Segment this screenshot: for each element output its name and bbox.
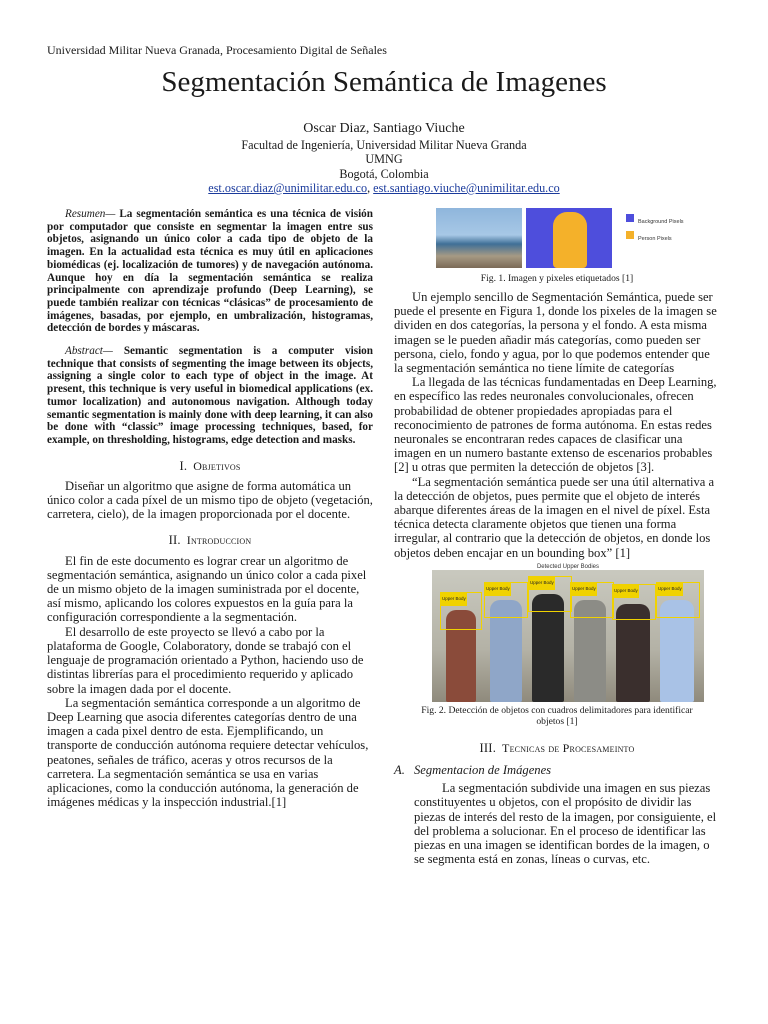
email-line bbox=[0, 181, 768, 195]
figure-1-caption: Fig. 1. Imagen y pixeles etiquetados [1] bbox=[480, 273, 634, 284]
email-link-2[interactable]: est.santiago.viuche@unimilitar.edu.co bbox=[373, 180, 560, 195]
abstract-spanish bbox=[47, 208, 373, 335]
section-heading-introduccion bbox=[47, 533, 373, 547]
right-paragraph-3: “La segmentación semántica puede ser una útil alternativa a la detección de objetos, pues permite que el objeto de interés abarque diferentes áreas de la imagen en el nivel de píxel. Esta técnica detecta claramente objetos que tienen una forma irregular, al contrario que la detección de objetos, en donde los objetos deben encajar en un bounding box” [1] bbox=[394, 474, 715, 560]
bounding-box-label: Upper Body bbox=[529, 576, 555, 590]
affiliation-block bbox=[0, 138, 768, 195]
subsection-label: A. bbox=[394, 763, 405, 778]
bounding-box bbox=[612, 584, 656, 620]
right-paragraph-1: Un ejemplo sencillo de Segmentación Semántica, puede ser puede el presente en Figura 1, donde los pixeles de la imagen se dividen en dos categorías, la persona y el fondo. A esta misma imagen se le pueden añadir más categorías, como pueden ser persona, cielo, fondo y agua, por lo que podemos entender que la segmentación semántica no tiene límite de categorías bbox=[394, 290, 717, 376]
bounding-box-label: Upper Body bbox=[657, 582, 683, 596]
bounding-box bbox=[570, 582, 614, 618]
abstract-english-text: Semantic segmentation is a computer vision technique that consists of segmenting the image between its objects, assigning a single color to each type of object in the image. At present, this technique is very useful in biomedical applications (ex. tumor localization) and autonomous navigation. Although today semantic segmentation is mainly done with deep learning, it can also be done with “classic” image processing techniques, based, for example, on thresholding, histograms, edge detection and masks. bbox=[47, 345, 373, 446]
bounding-box bbox=[440, 592, 482, 630]
figure-1-person-mask bbox=[553, 212, 587, 268]
figure-2-image bbox=[432, 563, 704, 702]
section-title: Tecnicas de Procesameinto bbox=[502, 740, 635, 755]
objetivos-paragraph: Diseñar un algoritmo que asigne de forma automática un único color a cada píxel de un mismo tipo de objeto (vegetación, carretera, cielo), de la imagen proporcionada por el docente. bbox=[47, 478, 373, 522]
abstract-spanish-lead: Resumen— bbox=[65, 208, 116, 220]
abstract-english bbox=[47, 345, 373, 447]
right-column bbox=[394, 208, 720, 866]
introduccion-paragraph-2: El desarrollo de este proyecto se llevó a cabo por la plataforma de Google, Colaboratory, donde se trabajó con el lenguaje de programación orientado a Python, haciendo uso de distintas librerías para el procedimiento requerido y aplicado sobre la imagen dada por el docente. bbox=[47, 624, 364, 696]
email-separator: , bbox=[367, 180, 374, 195]
email-link-1[interactable]: est.oscar.diaz@unimilitar.edu.co bbox=[208, 180, 368, 195]
running-header: Universidad Militar Nueva Granada, Procesamiento Digital de Señales bbox=[47, 43, 387, 57]
bounding-box-label: Upper Body bbox=[613, 584, 639, 598]
bounding-box bbox=[656, 582, 700, 618]
bounding-box-label: Upper Body bbox=[485, 582, 511, 596]
paper-title: Segmentación Semántica de Imagenes bbox=[161, 66, 607, 98]
introduccion-paragraph-1: El fin de este documento es lograr crear un algoritmo de segmentación semántica, asignando un único color a cada pixel de un mismo objeto de la imagen suministrada por el docente, así mismo, aplicando los colores expuestos en la guía para la configuración correspondiente a la segmentación. bbox=[47, 553, 367, 625]
introduccion-paragraph-3: La segmentación semántica corresponde a un algoritmo de Deep Learning que asocia diferentes categorías dentro de una imagen a cada pixel dentro de esta. Ejemplificando, un transporte de conducción autónoma requiere detectar vehículos, peatones, señales de tráfico, aceras y otros recursos de la carretera. La segmentación semántica se usa en varias aplicaciones, como la conducción autónoma, la generación de imágenes médicas y la inspección industrial.[1] bbox=[47, 695, 369, 810]
figure-2-title: Detected Upper Bodies bbox=[536, 563, 600, 570]
legend-label-person: Person Pixels bbox=[638, 236, 672, 242]
section-title: Objetivos bbox=[193, 458, 241, 473]
figure-2-caption: Fig. 2. Detección de objetos con cuadros delimitadores para identificar objetos [1] bbox=[421, 704, 693, 727]
figure-1-photo bbox=[436, 208, 522, 268]
right-paragraph-2: La llegada de las técnicas fundamentadas en Deep Learning, en específico las redes neuronales convolucionales, ofrecen probabilidad de obtener propiedades apropiadas para el reconocimiento de patrones de forma autónoma. En estas redes neuronales se encontraran redes capaces de clasificar una imagen en un numero bastante extenso de escenarios probables [2] u otras que permiten la detección de objetos [3]. bbox=[394, 375, 717, 475]
bounding-box-label: Upper Body bbox=[571, 582, 597, 596]
section-heading-tecnicas bbox=[394, 741, 720, 755]
bounding-box-label: Upper Body bbox=[441, 592, 467, 606]
authors: Oscar Diaz, Santiago Viuche bbox=[303, 121, 465, 136]
legend-label-background: Background Pixels bbox=[638, 219, 684, 225]
left-column bbox=[47, 208, 373, 809]
figure-1-image bbox=[436, 208, 720, 270]
affiliation-line-1: Facultad de Ingeniería, Universidad Militar Nueva Granda bbox=[241, 138, 527, 152]
section-number: I. bbox=[179, 458, 188, 473]
abstract-spanish-text: La segmentación semántica es una técnica de visión por computador que consiste en segmentar la imagen entre sus objetos, asignando un único color a cada tipo de objeto de la imagen. En la actualidad esta técnica es muy útil en aplicaciones biomédicas (ej. localización de tumores) y de navegación autónoma. Aunque hoy en día la segmentación semántica se realiza principalmente con aprendizaje profundo (Deep Learning), se puede también realizar con técnicas “clásicas” de procesamiento de imágenes, basadas, por ejemplo, en umbralización, histogramas, detección de bordes y máscaras. bbox=[47, 208, 373, 335]
section-title: Introduccion bbox=[186, 533, 252, 548]
abstract-english-lead: Abstract— bbox=[65, 345, 113, 358]
bounding-box bbox=[528, 576, 572, 612]
affiliation-line-3: Bogotá, Colombia bbox=[339, 166, 429, 181]
bounding-box bbox=[484, 582, 528, 618]
affiliation-line-2: UMNG bbox=[365, 152, 403, 167]
segmentacion-paragraph: La segmentación subdivide una imagen en sus piezas constituyentes u objetos, con el propósito de dividir las piezas de interés del resto de la imagen, por consiguiente, el del problema a solucionar. En el proceso de identificar las piezas en una imagen se identifican bordes de la imagen, o se segmenta está en zonas, líneas o curvas, etc. bbox=[414, 781, 717, 867]
subsection-heading-a bbox=[394, 763, 720, 777]
legend-swatch-background bbox=[626, 214, 634, 222]
legend-swatch-person bbox=[626, 231, 634, 239]
section-number: II. bbox=[168, 533, 181, 548]
section-heading-objetivos bbox=[47, 459, 373, 473]
section-number: III. bbox=[479, 740, 497, 755]
subsection-title: Segmentacion de Imágenes bbox=[414, 763, 552, 778]
